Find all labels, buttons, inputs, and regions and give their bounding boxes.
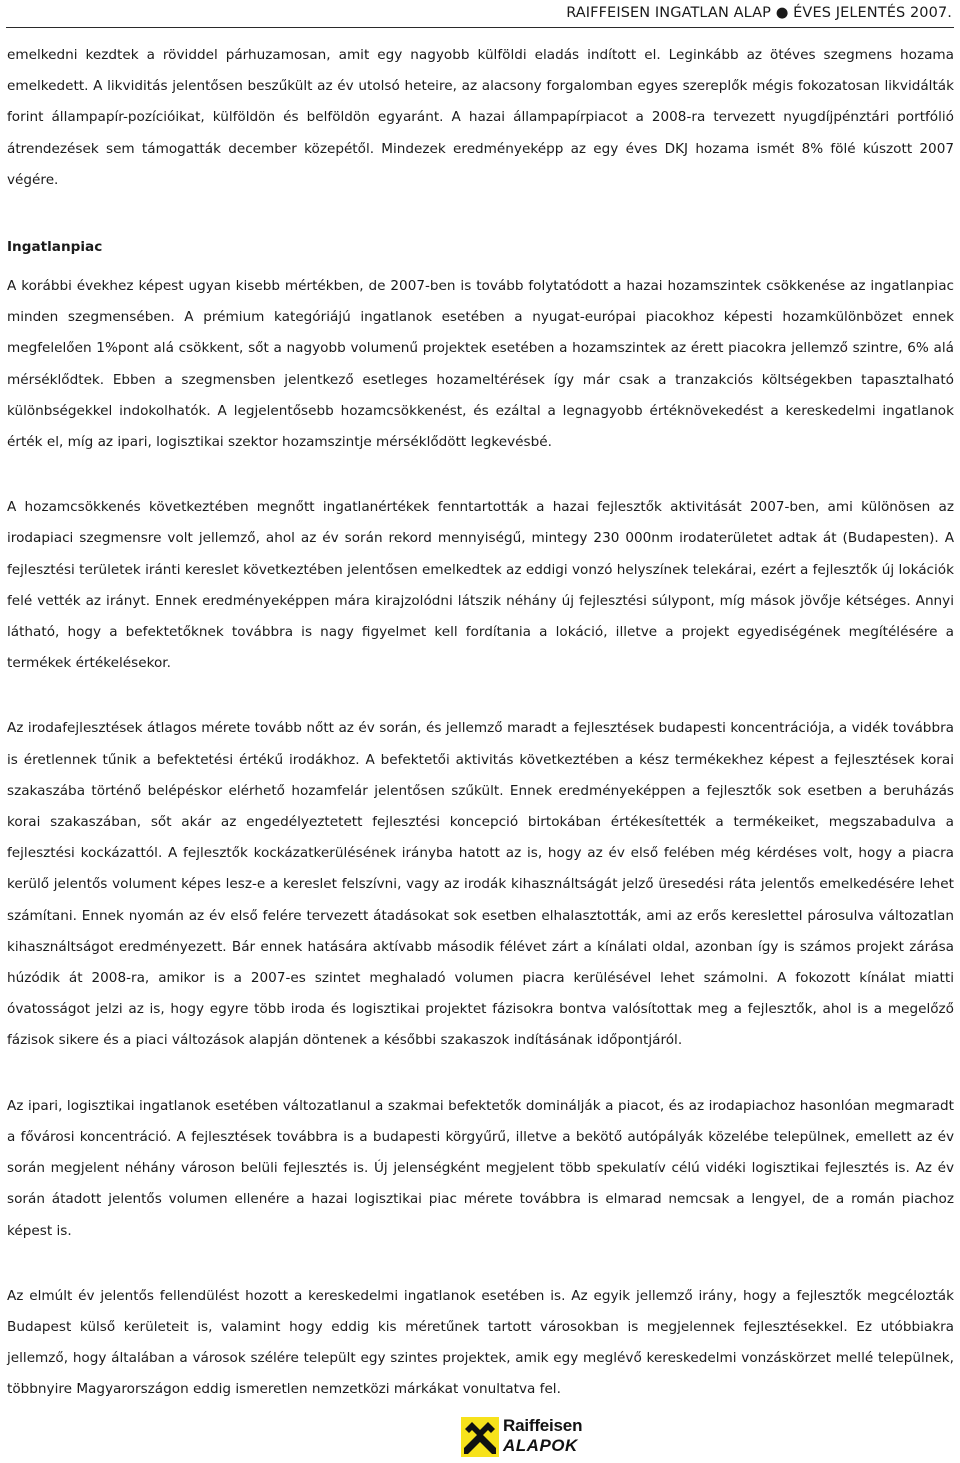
- paragraph-gap: [7, 679, 954, 713]
- section-heading: Ingatlanpiac: [7, 239, 103, 256]
- paragraph-gap: [7, 196, 954, 232]
- logo-subtitle: ALAPOK: [503, 1436, 578, 1455]
- paragraph-3: Az irodafejlesztések átlagos mérete tovább nőtt az év során, és jellemző maradt a fejlesztések budapesti koncentrációja, a vidék továbbra is éretlennek tűnik a befektetési értékű irodákhoz. A befektetői aktivitás következtében a kész termékekhez képest a fejlesztések korai szakaszába történő belépéskor elérhető hozamfelár jelentősen szűkült. Ennek eredményeképpen a fejlesztők sok esetben a beruházás korai szakaszában, sőt akár az engedélyeztetett fejlesztési koncepció birtokában értékesítették a termékeiket, megszabadulva a fejlesztési kockázattól. A fejlesztők kockázatkerülésének irányba hatott az is, hogy az év első felében még kérdéses volt, hogy a piacra kerülő jelentős volument képes lesz-e a kereslet felszívni, vagy az irodák kihasználtságát jelző üresedési ráta jelentős emelkedésére lehet számítani. Ennek nyomán az év első felére tervezett átadásokat sok esetben elhalasztották, ami az erős kereslettel párosulva változatlan kihasználtságot eredményezett. Bár ennek hatására aktívabb második félévet zárt a kínálati oldal, azonban így is számos projekt zárása húzódik át 2008-ra, amikor is a 2007-es szintet meghaladó volumen piacra kerülésével lehet számolni. A fokozott kínálat miatti óvatosságot jelzi az is, hogy egyre több iroda és logisztikai projektet fázisokra bontva valósítottak meg a fejlesztők, ahol is a megelőző fázisok sikere és a piaci változások alapján döntenek a későbbi szakaszok indításának időpontjáról.: [7, 720, 954, 1049]
- report-body: [7, 40, 954, 1406]
- paragraph-4: Az ipari, logisztikai ingatlanok esetében változatlanul a szakmai befektetők dominálják a piacot, és az irodapiachoz hasonlóan megmaradt a fővárosi koncentráció. A fejlesztések továbbra is a budapesti körgyűrű, illetve a bekötő autópályák közelébe települnek, emellett az év során megjelent néhány városon belüli fejlesztés is. Új jelenségként megjelent több spekulatív célú vidéki logisztikai fejlesztés is. Az év során átadott jelentős volumen ellenére a hazai logisztikai piac mérete továbbra is elmarad nemcsak a lengyel, de a román piachoz képest is.: [7, 1097, 954, 1239]
- paragraph-5: Az elmúlt év jelentős fellendülést hozott a kereskedelmi ingatlanok esetében is. Az egyik jellemző irány, hogy a fejlesztők megcélozták Budapest külső kerületeit is, valamint hogy eddig kis méretűnek tartott városokban is megjelennek fejlesztésekkel. Ez utóbbiakra jellemző, hogy általában a városok szélére települt egy szintes projektek, amik egy meglévő kereskedelmi vonzáskörzet mellé települnek, többnyire Magyarországon eddig ismeretlen nemzetközi márkákat vonultatva fel.: [7, 1287, 954, 1398]
- paragraph-2: A hozamcsökkenés következtében megnőtt ingatlanértékek fenntartották a hazai fejlesztők aktivitását 2007-ben, ami különösen az irodapiaci szegmensre volt jellemző, ahol az év során rekord mennyiségű, mintegy 230 000nm irodaterületet adtak át (Budapesten). A fejlesztési területek iránti kereslet következtében jelentősen emelkedtek az eddigi vonzó helyszínek telekárai, ezért a fejlesztők új lokációk felé vették az irányt. Ennek eredményeképpen mára kirajzolódni látszik néhány új fejlesztési súlypont, míg mások jövője kétséges. Annyi látható, hogy a befektetőknek továbbra is nagy figyelmet kell fordítania a lokáció, illetve a projekt egyediségének megítélésére a termékek értékelésekor.: [7, 499, 954, 672]
- paragraph-gap: [7, 458, 954, 492]
- paragraph-gap: [7, 1247, 954, 1281]
- paragraph-intro: emelkedni kezdtek a röviddel párhuzamosan, amit egy nagyobb külföldi eladás indított el. Leginkább az ötéves szegmens hozama emelkedett. A likviditás jelentősen beszűkült az év utolsó heteire, az alacsony forgalomban egyes szereplők mégis fokozatosan likvidálták forint állampapír-pozícióikat, külföldön és belföldön egyaránt. A hazai állampapírpiacot a 2008-ra tervezett nyugdíjpénztári portfólió átrendezések sem támogatták december közepétől. Mindezek eredményeképp az egy éves DKJ hozama ismét 8% fölé kúszott 2007 végére.: [7, 47, 954, 188]
- raiffeisen-alapok-logo: [461, 1416, 601, 1460]
- heading-gap: [7, 263, 954, 271]
- paragraph-gap: [7, 1057, 954, 1091]
- header-rule: [6, 27, 954, 28]
- running-header: RAIFFEISEN INGATLAN ALAP ● ÉVES JELENTÉS 2007.: [566, 5, 952, 21]
- raiffeisen-gable-cross-icon: [461, 1417, 499, 1457]
- paragraph-1: A korábbi évekhez képest ugyan kisebb mértékben, de 2007-ben is tovább folytatódott a hazai hozamszintek csökkenése az ingatlanpiac minden szegmensében. A prémium kategóriájú ingatlanok esetében a nyugat-európai piacokhoz képesti hozamkülönbözet ennek megfelelően 1%pont alá csökkent, sőt a nagyobb volumenű projektek esetében a hozamszintek az érett piacokra jellemző szintre, 6% alá mérséklődtek. Ebben a szegmensben jelentkező esetleges hozameltérések így már csak a tranzakciós költségekben tapasztalható különbségekkel indokolhatók. A legjelentősebb hozamcsökkenést, és ezáltal a legnagyobb értéknövekedést a kereskedelmi ingatlanok érték el, míg az ipari, logisztikai szektor hozamszintje mérséklődött legkevésbé.: [7, 278, 954, 451]
- logo-wordmark: Raiffeisen: [503, 1416, 583, 1435]
